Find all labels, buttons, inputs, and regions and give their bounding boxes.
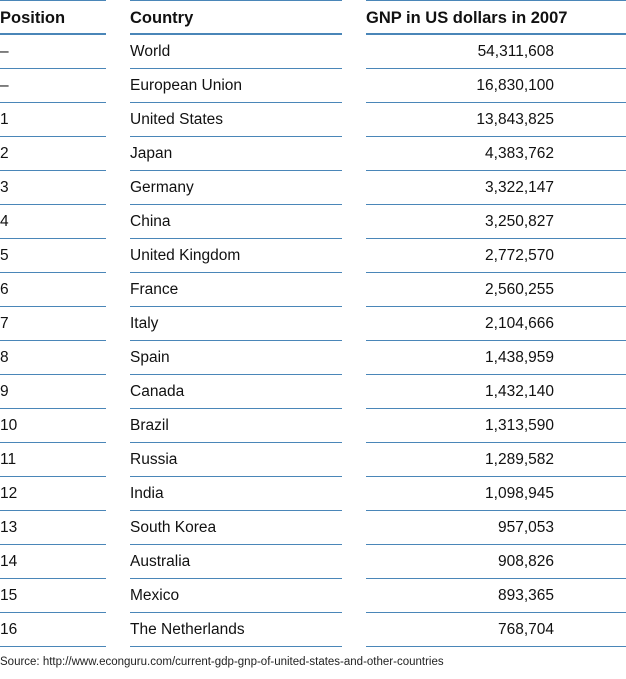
cell-country: Brazil bbox=[130, 409, 342, 443]
cell-country: Japan bbox=[130, 137, 342, 171]
cell-gnp: 1,313,590 bbox=[366, 409, 626, 443]
table-row bbox=[0, 35, 626, 69]
cell-gnp: 893,365 bbox=[366, 579, 626, 613]
cell-position: 1 bbox=[0, 103, 106, 137]
table-row bbox=[0, 69, 626, 103]
cell-gnp: 2,560,255 bbox=[366, 273, 626, 307]
cell-position: – bbox=[0, 69, 106, 103]
cell-gnp: 1,438,959 bbox=[366, 341, 626, 375]
cell-position: 13 bbox=[0, 511, 106, 545]
table-row bbox=[0, 375, 626, 409]
cell-position: 7 bbox=[0, 307, 106, 341]
cell-position: 9 bbox=[0, 375, 106, 409]
cell-gnp: 3,250,827 bbox=[366, 205, 626, 239]
cell-gnp: 54,311,608 bbox=[366, 35, 626, 69]
cell-gnp: 1,098,945 bbox=[366, 477, 626, 511]
table-row bbox=[0, 273, 626, 307]
table-body bbox=[0, 35, 626, 647]
table-header-row bbox=[0, 0, 626, 35]
cell-position: 5 bbox=[0, 239, 106, 273]
cell-country: Mexico bbox=[130, 579, 342, 613]
cell-gnp: 16,830,100 bbox=[366, 69, 626, 103]
cell-position: 6 bbox=[0, 273, 106, 307]
cell-gnp: 768,704 bbox=[366, 613, 626, 647]
cell-country: United States bbox=[130, 103, 342, 137]
cell-country: India bbox=[130, 477, 342, 511]
cell-country: Australia bbox=[130, 545, 342, 579]
table-row bbox=[0, 477, 626, 511]
cell-gnp: 13,843,825 bbox=[366, 103, 626, 137]
table-row bbox=[0, 613, 626, 647]
header-position: Position bbox=[0, 0, 106, 35]
cell-country: World bbox=[130, 35, 342, 69]
cell-country: China bbox=[130, 205, 342, 239]
cell-country: South Korea bbox=[130, 511, 342, 545]
table-row bbox=[0, 409, 626, 443]
header-gnp: GNP in US dollars in 2007 bbox=[366, 0, 626, 35]
cell-country: Russia bbox=[130, 443, 342, 477]
cell-gnp: 1,289,582 bbox=[366, 443, 626, 477]
table-row bbox=[0, 171, 626, 205]
cell-country: European Union bbox=[130, 69, 342, 103]
cell-country: Spain bbox=[130, 341, 342, 375]
cell-country: France bbox=[130, 273, 342, 307]
source-note: Source: http://www.econguru.com/current-gdp-gnp-of-united-states-and-other-countries bbox=[0, 656, 444, 668]
cell-position: 3 bbox=[0, 171, 106, 205]
cell-country: Germany bbox=[130, 171, 342, 205]
cell-position: 12 bbox=[0, 477, 106, 511]
header-country: Country bbox=[130, 0, 342, 35]
cell-gnp: 908,826 bbox=[366, 545, 626, 579]
cell-country: Italy bbox=[130, 307, 342, 341]
cell-position: 4 bbox=[0, 205, 106, 239]
cell-position: 8 bbox=[0, 341, 106, 375]
cell-position: 16 bbox=[0, 613, 106, 647]
cell-position: 14 bbox=[0, 545, 106, 579]
cell-country: Canada bbox=[130, 375, 342, 409]
cell-country: The Netherlands bbox=[130, 613, 342, 647]
table-row bbox=[0, 579, 626, 613]
table-row bbox=[0, 443, 626, 477]
cell-gnp: 2,104,666 bbox=[366, 307, 626, 341]
cell-position: – bbox=[0, 35, 106, 69]
table-row bbox=[0, 511, 626, 545]
table-row bbox=[0, 239, 626, 273]
cell-country: United Kingdom bbox=[130, 239, 342, 273]
table-row bbox=[0, 341, 626, 375]
cell-gnp: 957,053 bbox=[366, 511, 626, 545]
table-row bbox=[0, 205, 626, 239]
cell-position: 11 bbox=[0, 443, 106, 477]
cell-position: 2 bbox=[0, 137, 106, 171]
cell-position: 10 bbox=[0, 409, 106, 443]
table-row bbox=[0, 103, 626, 137]
cell-gnp: 1,432,140 bbox=[366, 375, 626, 409]
cell-gnp: 3,322,147 bbox=[366, 171, 626, 205]
cell-gnp: 4,383,762 bbox=[366, 137, 626, 171]
table-row bbox=[0, 307, 626, 341]
cell-position: 15 bbox=[0, 579, 106, 613]
cell-gnp: 2,772,570 bbox=[366, 239, 626, 273]
table-row bbox=[0, 545, 626, 579]
table-row bbox=[0, 137, 626, 171]
